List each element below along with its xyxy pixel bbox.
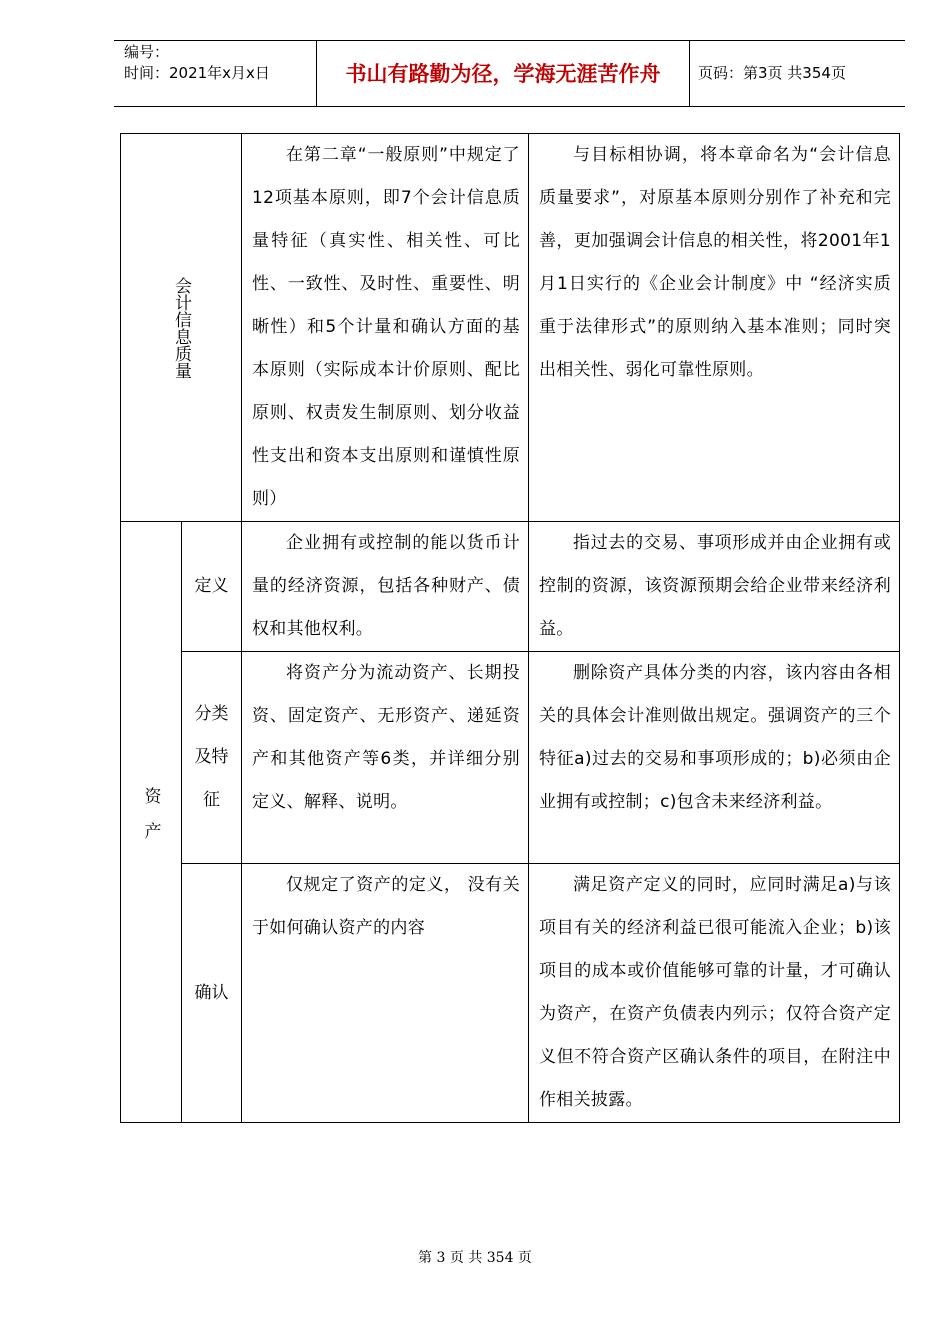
sub-label-line: 分类 [194,704,229,724]
comparison-table [120,133,900,1123]
table-row [121,134,900,522]
sub-label-definition: 定义 [194,576,229,596]
new-standard-text: 指过去的交易、事项形成并由企业拥有或控制的资源，该资源预期会给企业带来经济利益。 [539,533,891,639]
sub-label-line: 征 [203,790,220,810]
header-meta [124,42,270,84]
header-page-info: 页码：第3页 共354页 [698,64,846,82]
old-standard-text: 在第二章“一般原则”中规定了12项基本原则，即7个会计信息质量特征（真实性、相关性、可比性、一致性、及时性、重要性、明晰性）和5个计量和确认方面的基本原则（实际成本计价原则、配比原则、权责发生制原则、划分收益性支出和资本支出原则和谨慎性原则） [252,145,520,509]
header-motto: 书山有路勤为径，学海无涯苦作舟 [345,62,661,86]
header-bottom-rule [114,106,905,107]
table-row [121,522,900,652]
new-standard-cell [529,522,900,652]
sub-label-cell [182,864,242,1123]
sub-label-line: 及特 [194,747,229,767]
old-standard-cell [242,864,529,1123]
table-row [121,864,900,1123]
old-standard-text: 将资产分为流动资产、长期投资、固定资产、无形资产、递延资产和其他资产等6类，并详细分别定义、解释、说明。 [252,663,520,812]
old-standard-cell [242,522,529,652]
time-label: 时间：2021年x月x日 [124,64,270,82]
new-standard-cell [529,652,900,864]
sub-label-classification [182,693,241,822]
new-standard-cell [529,134,900,522]
row-label-cell [121,134,242,522]
row-label-cell [121,522,182,1123]
new-standard-text: 删除资产具体分类的内容，该内容由各相关的具体会计准则做出规定。强调资产的三个特征a)过去的交易和事项形成的；b)必须由企业拥有或控制；c)包含未来经济利益。 [539,663,891,812]
row-label-accounting-quality: 会计信息质量 [171,276,191,379]
old-standard-cell [242,652,529,864]
old-standard-text: 仅规定了资产的定义， 没有关于如何确认资产的内容 [252,875,520,938]
page-footer: 第 3 页 共 354 页 [418,1250,532,1266]
sub-label-cell [182,652,242,864]
new-standard-cell [529,864,900,1123]
serial-label: 编号： [124,43,170,61]
table-row [121,652,900,864]
old-standard-cell [242,134,529,522]
sub-label-recognition: 确认 [194,982,229,1003]
new-standard-text: 与目标相协调，将本章命名为“会计信息质量要求”，对原基本原则分别作了补充和完善，更加强调会计信息的相关性，将2001年1月1日实行的《企业会计制度》中 “经济实质重于法律形式”的原则纳入基本准则；同时突出相关性、弱化可靠性原则。 [539,145,891,380]
row-label-assets: 资产 [140,787,161,857]
sub-label-cell [182,522,242,652]
new-standard-text: 满足资产定义的同时，应同时满足a)与该项目有关的经济利益已很可能流入企业；b)该项目的成本或价值能够可靠的计量，才可确认为资产，在资产负债表内列示；仅符合资产定义但不符合资产区确认条件的项目，在附注中作相关披露。 [539,875,891,1110]
header-top-rule [114,40,905,41]
old-standard-text: 企业拥有或控制的能以货币计量的经济资源，包括各种财产、债权和其他权利。 [252,533,520,639]
